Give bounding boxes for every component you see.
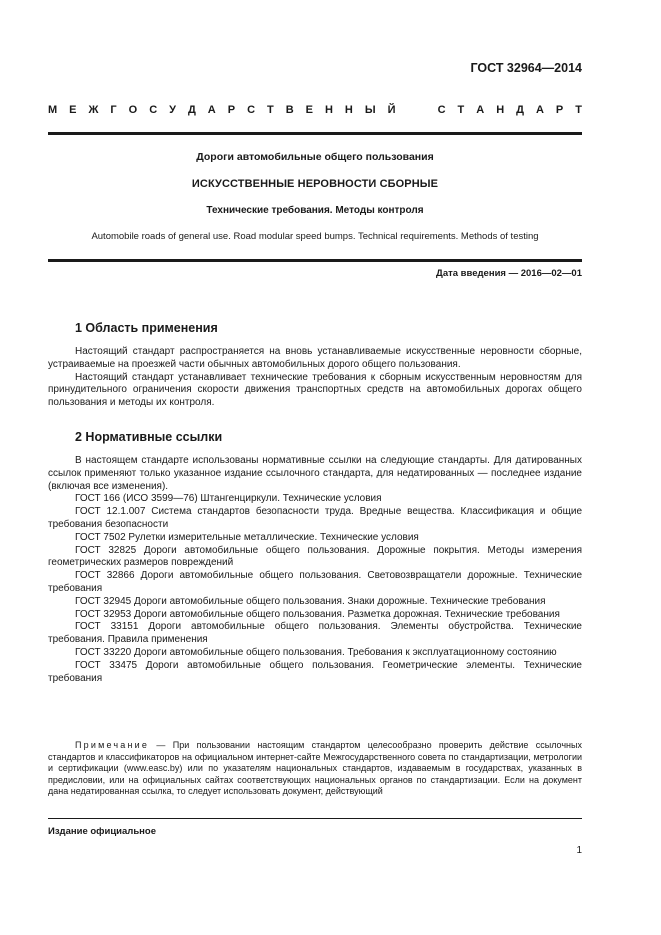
section-2-intro: В настоящем стандарте использованы нормативные ссылки на следующие стандарты. Для датированных ссылок применяют только указанное издание ссылочного стандарта, для недатированных — последнее издание (включая все изменения). [48, 455, 582, 492]
reference-item: ГОСТ 32953 Дороги автомобильные общего пользования. Разметка дорожная. Технические требования [75, 608, 560, 620]
reference-item: ГОСТ 33475 Дороги автомобильные общего пользования. Геометрические элементы. Технические требования [48, 659, 582, 684]
interstate-letter: О [128, 104, 138, 116]
interstate-letter: С [149, 104, 158, 116]
interstate-letter: Й [387, 104, 396, 116]
interstate-letter: У [169, 104, 176, 116]
header-rule-bottom [48, 259, 582, 262]
section-1-paragraph: Настоящий стандарт устанавливает технические требования к сборным искусственным неровностям для принудительного ограничения скорости движения транспортных средств на автомобильных дорогах общего пользования и методы их контроля. [48, 371, 582, 409]
title-line-2: ИСКУССТВЕННЫЕ НЕРОВНОСТИ СБОРНЫЕ [191, 178, 439, 190]
interstate-letter: Р [555, 104, 564, 116]
interstate-letter: Н [324, 104, 333, 116]
interstate-letter: Г [110, 104, 117, 116]
interstate-letter [423, 104, 426, 116]
section-2-body [48, 455, 582, 685]
title-english: Automobile roads of general use. Road modular speed bumps. Technical requirements. Methods of testing [91, 231, 539, 242]
interstate-letter: Д [187, 104, 196, 116]
interstate-letter: Т [267, 104, 274, 116]
section-1-body [48, 346, 582, 410]
interstate-letter: Т [575, 104, 582, 116]
page-number: 1 [576, 845, 582, 856]
section-2-heading: 2 Нормативные ссылки [75, 430, 223, 444]
title-line-1: Дороги автомобильные общего пользования [196, 151, 434, 163]
note-label: Примечание [75, 740, 150, 750]
interstate-letter: Д [516, 104, 524, 116]
reference-item: ГОСТ 32945 Дороги автомобильные общего пользования. Знаки дорожные. Технические требования [75, 595, 546, 607]
interstate-letter: С [437, 104, 446, 116]
footer-rule [48, 818, 582, 819]
reference-item: ГОСТ 166 (ИСО 3599—76) Штангенциркули. Технические условия [75, 493, 382, 505]
interstate-letter: С [247, 104, 256, 116]
interstate-letter: Ы [364, 104, 376, 116]
interstate-letter: А [535, 104, 544, 116]
reference-item: ГОСТ 33151 Дороги автомобильные общего пользования. Элементы обустройства. Технические требования. Правила применения [48, 621, 582, 646]
reference-item: ГОСТ 33220 Дороги автомобильные общего пользования. Требования к эксплуатационному состоянию [75, 646, 557, 658]
interstate-letter [408, 104, 411, 116]
section-1-paragraph: Настоящий стандарт распространяется на вновь устанавливаемые искусственные неровности сборные, устраиваемые на проезжей части обычных автомобильных дорого общего пользования. [48, 346, 582, 370]
interstate-letter: Ж [88, 104, 99, 116]
interstate-letter: Н [496, 104, 505, 116]
note-text: — При пользовании настоящим стандартом целесообразно проверить действие ссылочных стандартов и классификаторов на официальном интернет-сайте Межгосударственного совета по стандартизации, метрологии и сертификации (www.easc.by) или по указателям национальных стандартов, издаваемым в государствах, указанных в предисловии, или на официальных сайтах соответствующих национальных органов по стандартизации. Если на документ дана недатированная ссылка, то следует использовать документ, действующий [48, 740, 582, 797]
interstate-letter: Е [69, 104, 77, 116]
interstate-letter: Р [227, 104, 236, 116]
interstate-letter: Т [457, 104, 465, 116]
note-paragraph [48, 740, 582, 798]
note-block [48, 740, 582, 798]
interstate-letter: А [476, 104, 485, 116]
reference-item: ГОСТ 32866 Дороги автомобильные общего пользования. Световозвращатели дорожные. Технические требования [48, 570, 582, 594]
interstate-letter: Н [344, 104, 353, 116]
edition-label: Издание официальное [48, 826, 156, 837]
header-rule-top [48, 132, 582, 135]
interstate-letter: В [285, 104, 294, 116]
interstate-letter: Е [305, 104, 313, 116]
interstate-letter: М [48, 104, 58, 116]
document-code: ГОСТ 32964—2014 [470, 61, 582, 75]
intro-date: Дата введения — 2016—02—01 [436, 268, 582, 279]
reference-item: ГОСТ 32825 Дороги автомобильные общего пользования. Дорожные покрытия. Методы измерения геометрических размеров повреждений [48, 544, 582, 569]
interstate-standard-label [48, 104, 582, 116]
interstate-letter: А [207, 104, 216, 116]
title-line-3: Технические требования. Методы контроля [206, 205, 424, 216]
section-1-heading: 1 Область применения [75, 321, 218, 335]
reference-item: ГОСТ 7502 Рулетки измерительные металлические. Технические условия [75, 531, 419, 543]
reference-item: ГОСТ 12.1.007 Система стандартов безопасности труда. Вредные вещества. Классификация и общие требования безопасности [48, 506, 582, 530]
